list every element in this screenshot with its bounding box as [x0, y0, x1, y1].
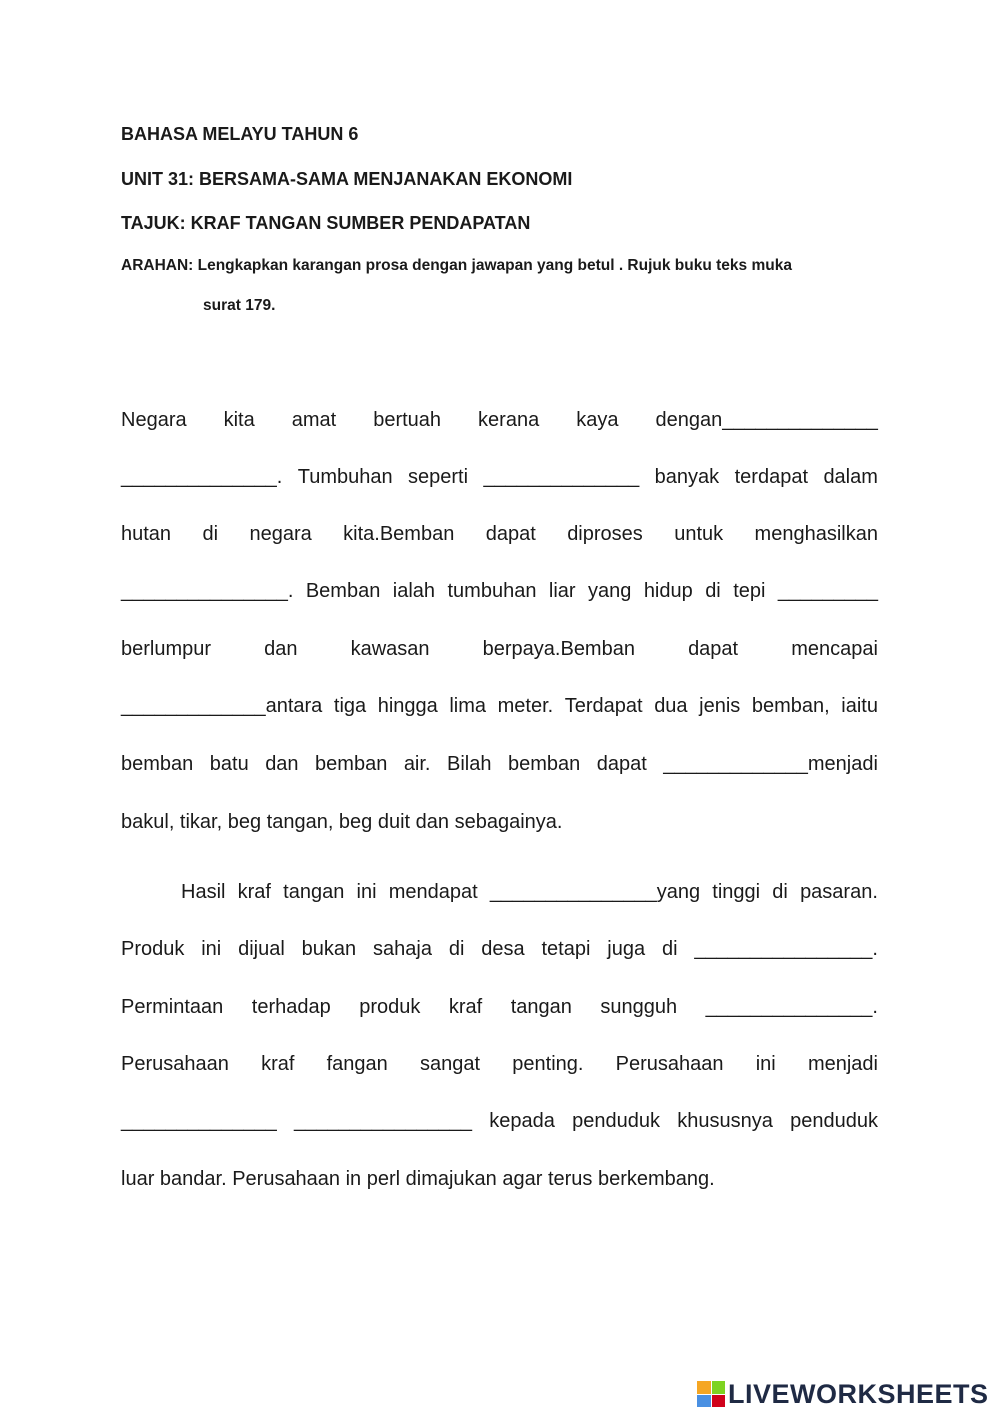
- word: sangat: [420, 1053, 481, 1075]
- word: menjadi: [807, 1053, 878, 1075]
- logo-square: [712, 1395, 726, 1408]
- word: tumbuhan: [447, 580, 537, 602]
- word: diproses: [567, 523, 643, 545]
- word: pasaran.: [800, 881, 878, 903]
- word: untuk: [674, 523, 724, 545]
- logo-square: [697, 1395, 711, 1408]
- word: hidup: [643, 580, 693, 602]
- word: Hasil: [181, 881, 226, 903]
- word: Negara: [121, 409, 187, 431]
- topic-title: TAJUK: KRAF TANGAN SUMBER PENDAPATAN: [121, 213, 531, 233]
- p1-line-5: [121, 634, 878, 664]
- word: iaitu: [841, 695, 878, 717]
- word: ini: [201, 938, 222, 960]
- unit-title: UNIT 31: BERSAMA-SAMA MENJANAKAN EKONOMI: [121, 169, 573, 189]
- word: seperti: [408, 466, 469, 488]
- word: di: [661, 938, 678, 960]
- word: _________: [777, 580, 878, 602]
- word: _______________yang: [489, 881, 701, 903]
- word: di: [705, 580, 721, 602]
- word: kita.Bemban: [343, 523, 455, 545]
- word: ialah: [392, 580, 436, 602]
- word: berlumpur: [121, 638, 212, 660]
- word: tangan: [510, 996, 572, 1018]
- word: kraf: [448, 996, 483, 1018]
- word: hingga: [377, 695, 438, 717]
- word: tangan: [283, 881, 345, 903]
- logo-grid-icon: [697, 1381, 725, 1407]
- word: dapat: [688, 638, 739, 660]
- word: kraf: [237, 881, 271, 903]
- word: ________________.: [694, 938, 878, 960]
- word: Bilah: [446, 753, 492, 775]
- p1-line-2: [121, 462, 878, 492]
- word: dan: [264, 638, 298, 660]
- word: dalam: [823, 466, 878, 488]
- word: mendapat: [388, 881, 478, 903]
- logo-text: LIVEWORKSHEETS: [728, 1378, 989, 1409]
- word: ini: [755, 1053, 776, 1075]
- subject-title: BAHASA MELAYU TAHUN 6: [121, 124, 359, 144]
- word: sungguh: [600, 996, 678, 1018]
- word: penduduk: [572, 1110, 660, 1132]
- word: dapat: [485, 523, 536, 545]
- word: fangan: [326, 1053, 388, 1075]
- word: dan: [265, 753, 299, 775]
- word: _____________menjadi: [663, 753, 878, 775]
- word: tetapi: [541, 938, 591, 960]
- word: air.: [403, 753, 431, 775]
- word: banyak: [654, 466, 720, 488]
- p1-line-3: [121, 519, 878, 549]
- word: lima: [449, 695, 487, 717]
- word: Perusahaan: [121, 1053, 229, 1075]
- p2-line-4: [121, 1049, 878, 1079]
- logo-square: [712, 1381, 726, 1394]
- word: batu: [209, 753, 249, 775]
- word: ______________: [121, 1110, 277, 1132]
- word: di: [448, 938, 465, 960]
- instruction-line-1: ARAHAN: Lengkapkan karangan prosa dengan jawapan yang betul . Rujuk buku teks muka: [121, 257, 792, 274]
- word: ini: [356, 881, 377, 903]
- word: sahaja: [373, 938, 432, 960]
- p2-line-2: [121, 934, 878, 964]
- word: kawasan: [350, 638, 430, 660]
- p1-line-8: bakul, tikar, beg tangan, beg duit dan sebagainya.: [121, 811, 563, 833]
- word: Perusahaan: [615, 1053, 724, 1075]
- word: dijual: [238, 938, 285, 960]
- p1-line-4: [121, 576, 878, 606]
- word: bemban,: [751, 695, 830, 717]
- word: produk: [359, 996, 421, 1018]
- word: tinggi: [712, 881, 761, 903]
- p2-line-6: luar bandar. Perusahaan in perl dimajukan agar terus berkembang.: [121, 1168, 715, 1190]
- word: terdapat: [734, 466, 808, 488]
- word: ________________: [293, 1110, 472, 1132]
- word: kerana: [478, 409, 540, 431]
- word: yang: [588, 580, 632, 602]
- word: juga: [607, 938, 646, 960]
- word: ______________: [483, 466, 640, 488]
- word: penting.: [512, 1053, 584, 1075]
- word: desa: [481, 938, 525, 960]
- word: tiga: [333, 695, 367, 717]
- word: kita: [223, 409, 255, 431]
- word: Bemban: [305, 580, 381, 602]
- word: kraf: [261, 1053, 295, 1075]
- p2-line-5: [121, 1106, 878, 1136]
- word: kepada: [489, 1110, 555, 1132]
- word: meter.: [497, 695, 554, 717]
- word: jenis: [699, 695, 741, 717]
- word: negara: [249, 523, 312, 545]
- word: Tumbuhan: [297, 466, 393, 488]
- liveworksheets-logo: [697, 1378, 989, 1410]
- p1-line-7: [121, 749, 878, 779]
- p1-line-1: [121, 405, 878, 435]
- p2-line-1: [121, 877, 878, 907]
- word: bemban: [121, 753, 194, 775]
- word: dengan______________: [655, 409, 878, 431]
- instruction-line-2: surat 179.: [203, 297, 276, 314]
- word: bemban: [315, 753, 388, 775]
- word: bertuah: [373, 409, 442, 431]
- word: Terdapat: [564, 695, 643, 717]
- word: penduduk: [790, 1110, 878, 1132]
- word: bukan: [301, 938, 357, 960]
- word: Produk: [121, 938, 185, 960]
- word: menghasilkan: [754, 523, 878, 545]
- word: _____________antara: [121, 695, 323, 717]
- word: khususnya: [677, 1110, 773, 1132]
- word: kaya: [576, 409, 619, 431]
- p1-line-6: [121, 691, 878, 721]
- word: dapat: [596, 753, 647, 775]
- word: mencapai: [791, 638, 878, 660]
- word: hutan: [121, 523, 172, 545]
- word: terhadap: [251, 996, 331, 1018]
- word: _______________.: [121, 580, 294, 602]
- p2-line-3: [121, 992, 878, 1022]
- word: _______________.: [705, 996, 878, 1018]
- word: tepi: [733, 580, 766, 602]
- word: dua: [654, 695, 688, 717]
- word: di: [772, 881, 788, 903]
- word: ______________.: [121, 466, 283, 488]
- word: liar: [548, 580, 576, 602]
- logo-square: [697, 1381, 711, 1394]
- word: amat: [291, 409, 337, 431]
- word: bemban: [507, 753, 581, 775]
- word: berpaya.Bemban: [482, 638, 635, 660]
- word: Permintaan: [121, 996, 224, 1018]
- word: di: [202, 523, 219, 545]
